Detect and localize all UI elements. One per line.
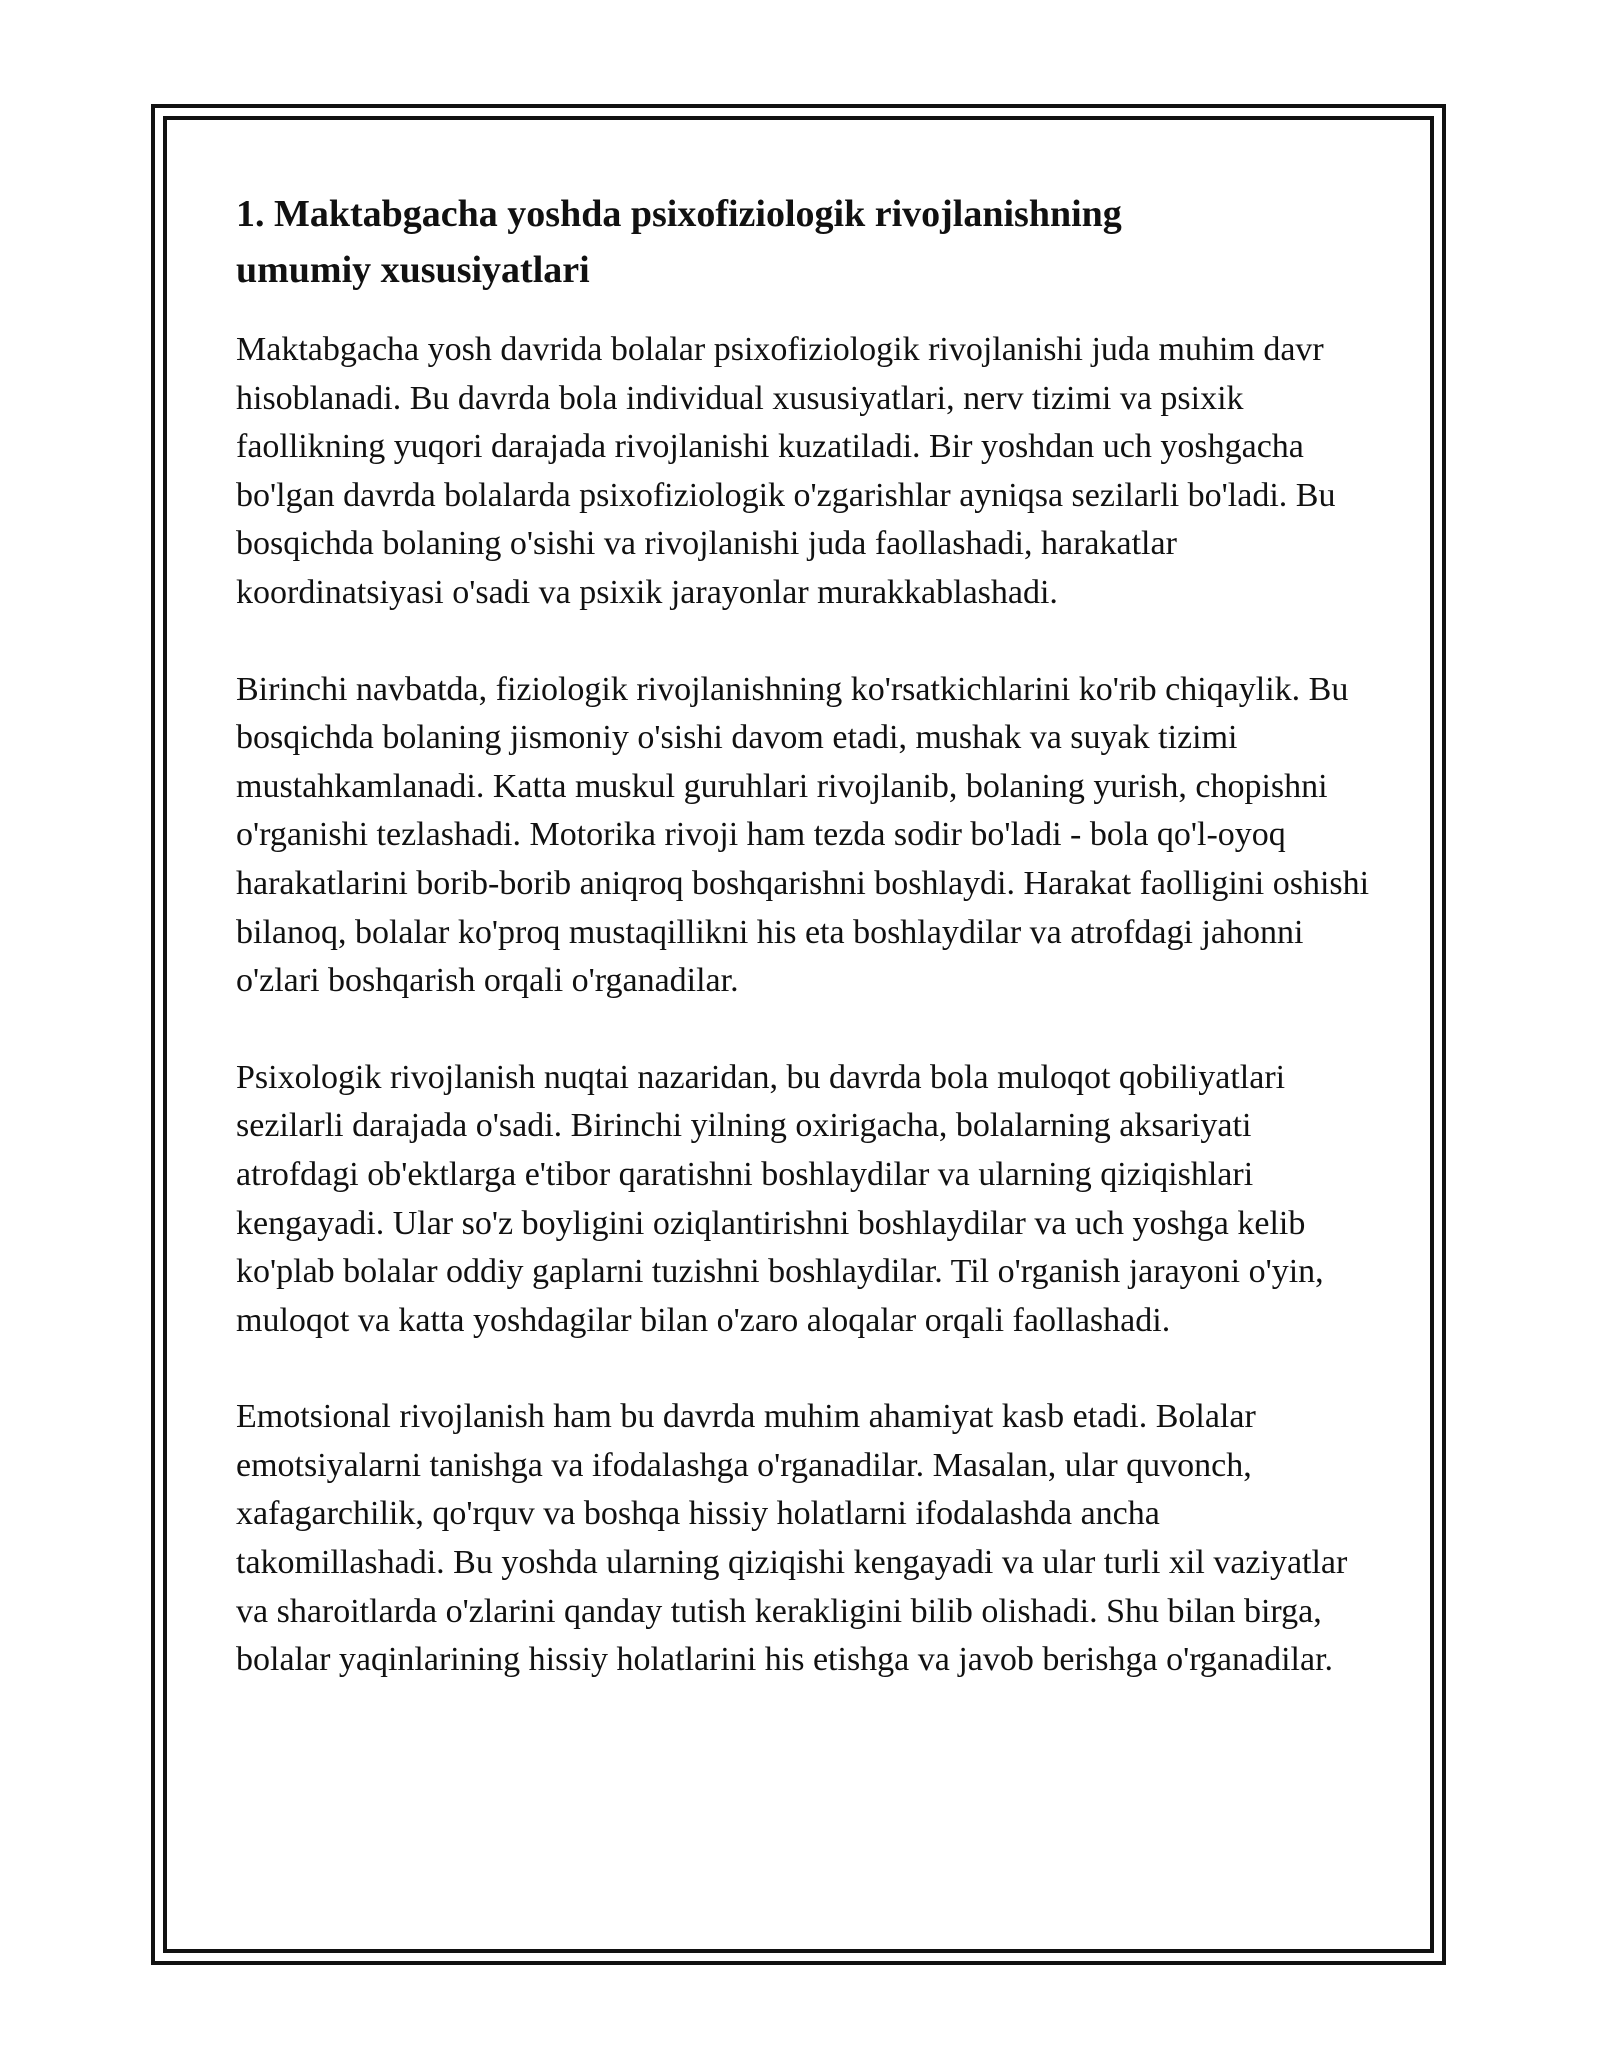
paragraph-physiological: Birinchi navbatda, fiziologik rivojlanishning ko'rsatkichlarini ko'rib chiqaylik. Bu bosqichda bolaning jismoniy o'sishi davom etadi, mushak va suyak tizimi mustahkamlanadi. Katta muskul guruhlari rivojlanib, bolaning yurish, chopishni o'rganishi tezlashadi. Motorika rivoji ham tezda sodir bo'ladi - bola qo'l-oyoq harakatlarini borib-borib aniqroq boshqarishni boshlaydi. Harakat faolligini oshishi bilanoq, bolalar ko'proq mustaqillikni his eta boshlaydilar va atrofdagi jahonni o'zlari boshqarish orqali o'rganadilar. [236,670,1370,1000]
paragraph-psychological: Psixologik rivojlanish nuqtai nazaridan, bu davrda bola muloqot qobiliyatlari sezilarli darajada o'sadi. Birinchi yilning oxirigacha, bolalarning aksariyati atrofdagi ob'ektlarga e'tibor qaratishni boshlaydilar va ularning qiziqishlari kengayadi. Ular so'z boyligini oziqlantirishni boshlaydilar va uch yoshga kelib ko'plab bolalar oddiy gaplarni tuzishni boshlaydilar. Til o'rganish jarayoni o'yin, muloqot va katta yoshdagilar bilan o'zaro aloqalar orqali faollashadi. [236,1058,1324,1339]
document-body [236,186,1376,1733]
paragraph-emotional: Emotsional rivojlanish ham bu davrda muhim ahamiyat kasb etadi. Bolalar emotsiyalarni tanishga va ifodalashga o'rganadilar. Masalan, ular quvonch, xafagarchilik, qo'rquv va boshqa hissiy holatlarni ifodalashda ancha takomillashadi. Bu yoshda ularning qiziqishi kengayadi va ular turli xil vaziyatlar va sharoitlarda o'zlarini qanday tutish kerakligini bilib olishadi. Shu bilan birga, bolalar yaqinlarining hissiy holatlarini his etishga va javob berishga o'rganadilar. [236,1398,1348,1679]
section-heading: 1. Maktabgacha yoshda psixofiziologik rivojlanishning umumiy xususiyatlari [236,193,1122,291]
paragraph-intro: Maktabgacha yosh davrida bolalar psixofiziologik rivojlanishi juda muhim davr hisoblanadi. Bu davrda bola individual xususiyatlari, nerv tizimi va psixik faollikning yuqori darajada rivojlanishi kuzatiladi. Bir yoshdan uch yoshgacha bo'lgan davrda bolalarda psixofiziologik o'zgarishlar ayniqsa sezilarli bo'ladi. Bu bosqichda bolaning o'sishi va rivojlanishi juda faollashadi, harakatlar koordinatsiyasi o'sadi va psixik jarayonlar murakkablashadi. [236,331,1336,611]
